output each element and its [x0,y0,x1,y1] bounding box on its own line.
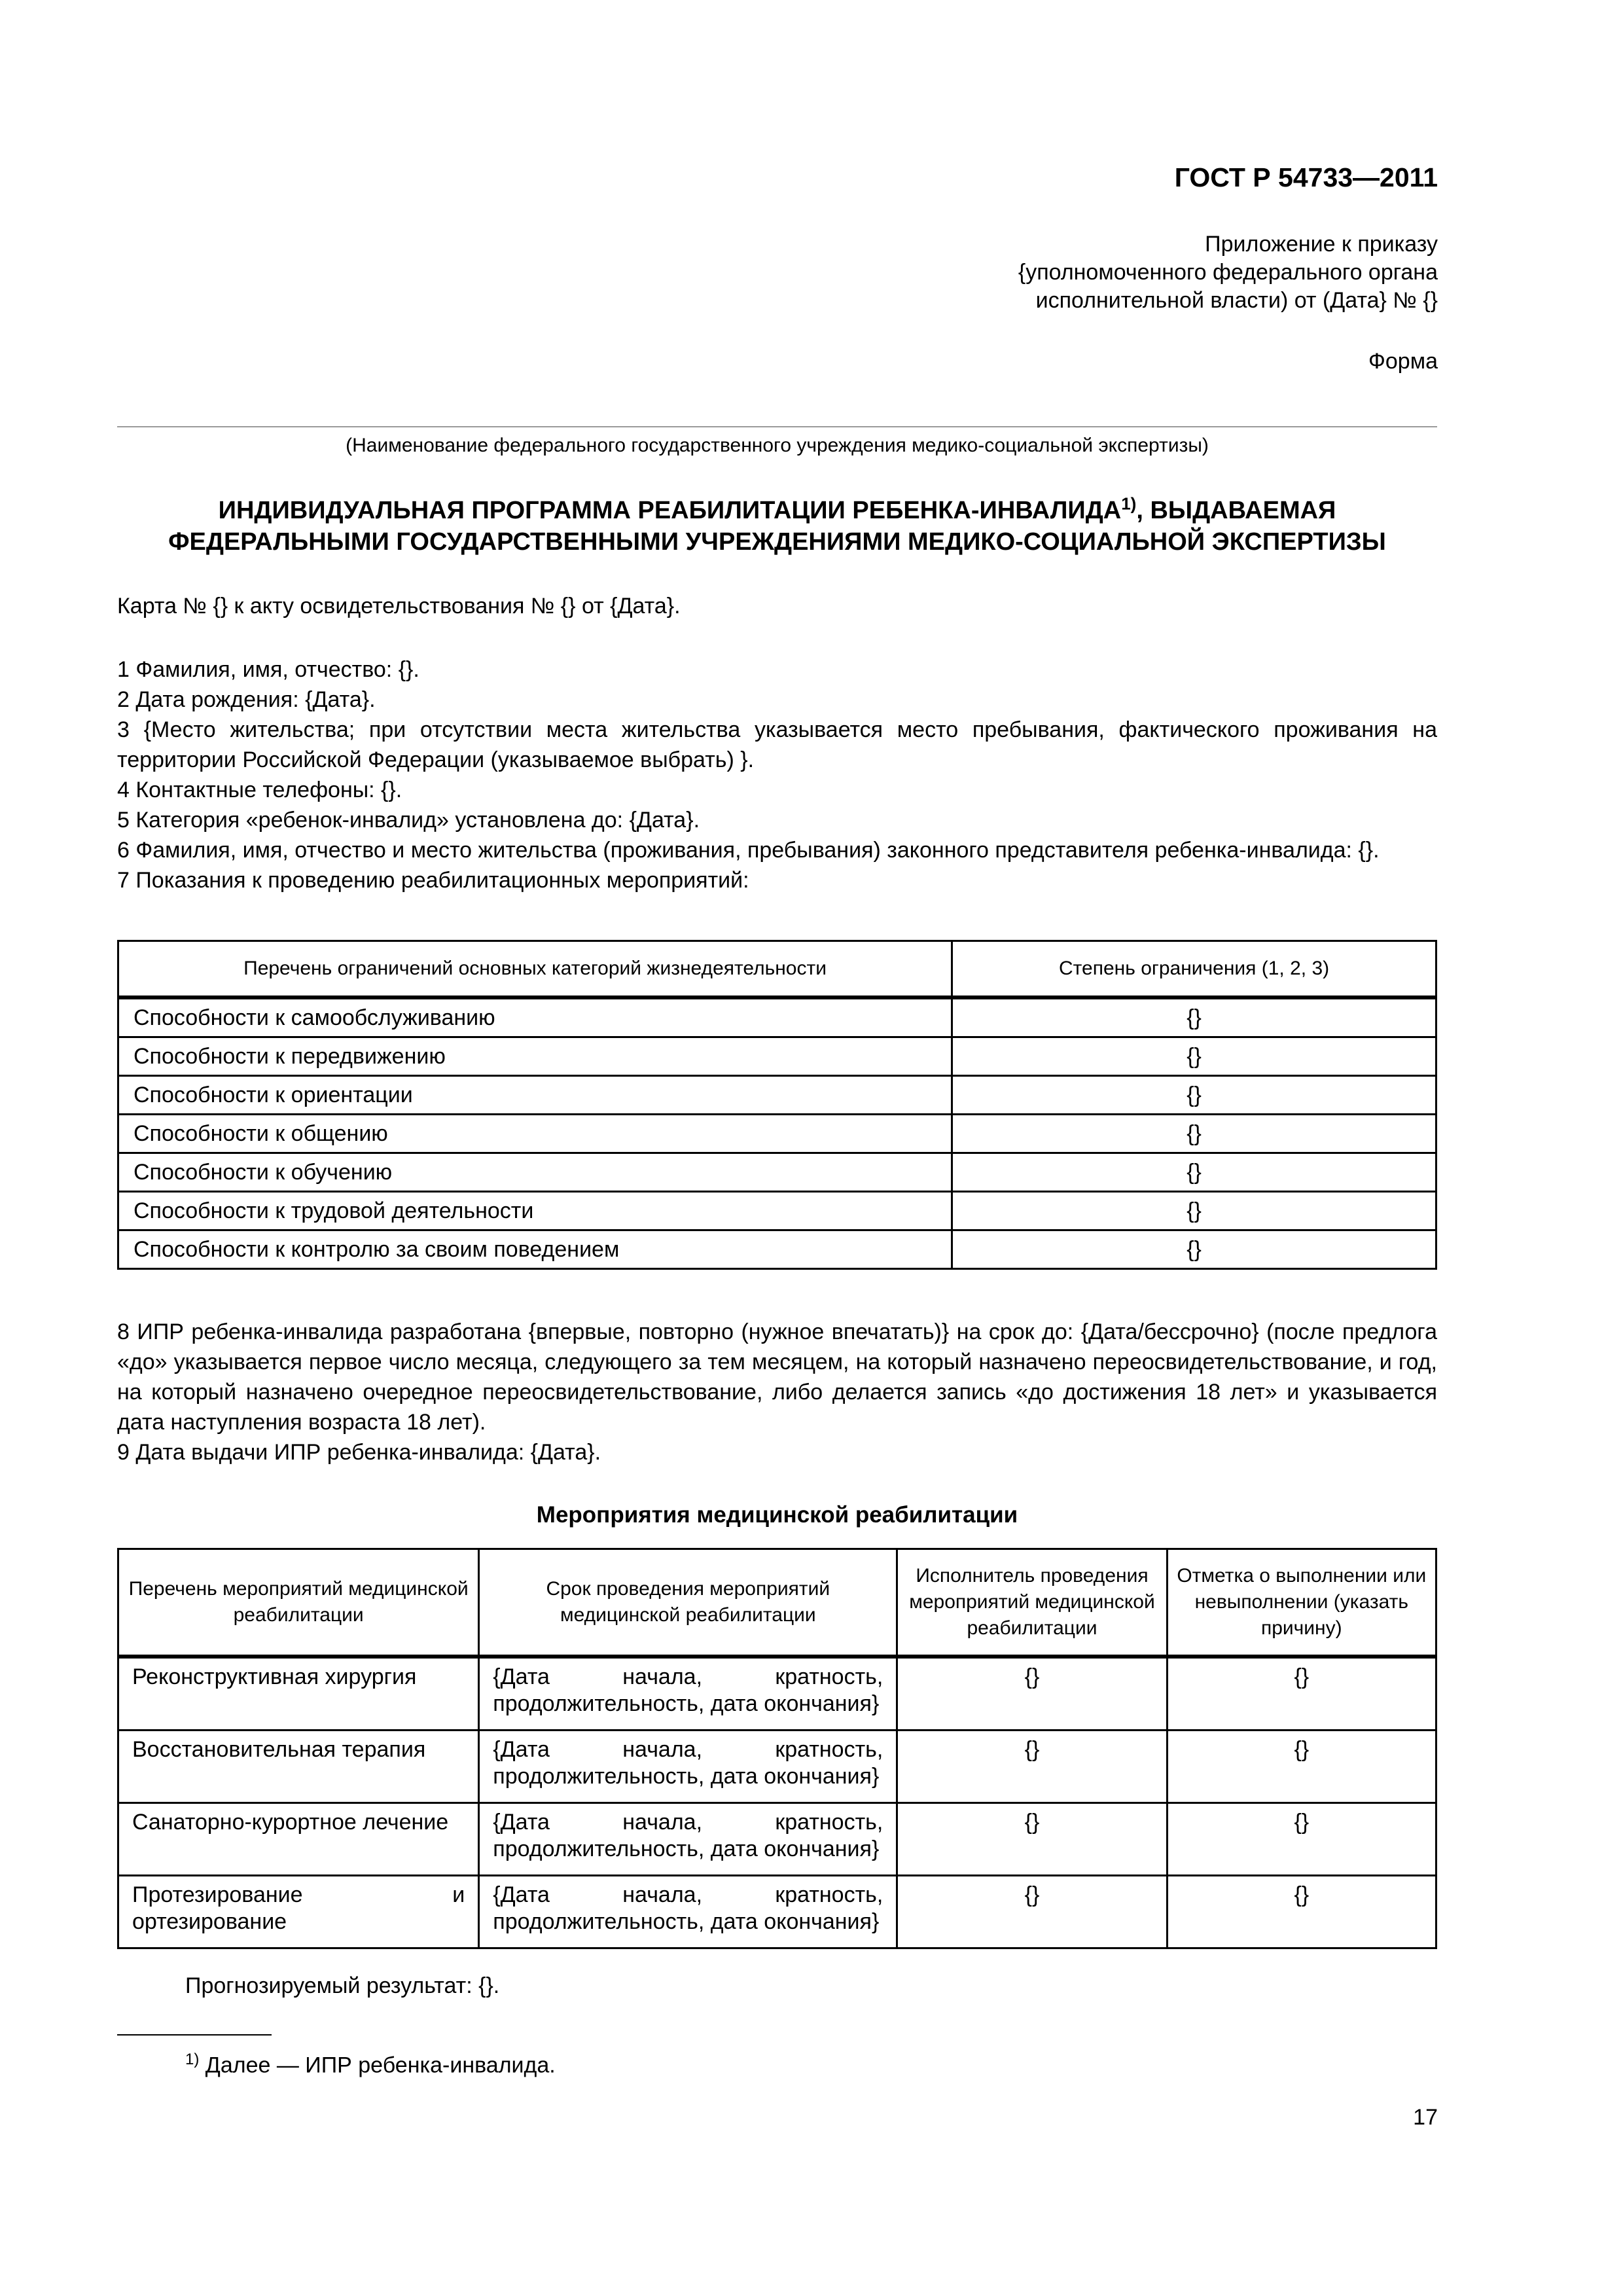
measure-mark: {} [1167,1731,1436,1803]
item-9: 9 Дата выдачи ИПР ребенка-инвалида: {Дата}. [117,1440,601,1465]
title-line-2: ФЕДЕРАЛЬНЫМИ ГОСУДАРСТВЕННЫМИ УЧРЕЖДЕНИЯМИ МЕДИКО-СОЦИАЛЬНОЙ ЭКСПЕРТИЗЫ [168,528,1386,556]
column-header: Перечень мероприятий медицинской реабилитации [118,1549,479,1657]
medical-rehabilitation-table [117,1548,1437,1949]
limitation-degree: {} [952,1115,1436,1153]
page-number: 17 [1413,2105,1438,2130]
item-1: 1 Фамилия, имя, отчество: {}. [117,657,419,682]
limitation-degree: {} [952,997,1436,1037]
annex-line: {уполномоченного федерального органа [1018,260,1438,285]
document-number: ГОСТ Р 54733—2011 [1174,162,1438,192]
measure-term: {Дата начала, кратность, продолжительность, дата окончания} [479,1803,897,1876]
footnote [185,2051,556,2078]
table-row [118,1803,1436,1876]
numbered-items [117,655,1437,895]
measure-executor: {} [897,1731,1167,1803]
measure-term: {Дата начала, кратность, продолжительность, дата окончания} [479,1657,897,1731]
institution-line [117,426,1437,427]
table-row [118,1657,1436,1731]
item-3: 3 {Место жительства; при отсутствии места жительства указывается место пребывания, фактического проживания на территории Российской Федерации (указываемое выбрать) }. [117,717,1437,772]
limitation-degree: {} [952,1230,1436,1269]
table-row [118,1115,1436,1153]
document-title [117,495,1437,558]
limitation-category: Способности к ориентации [118,1076,952,1115]
table-header-row [118,1549,1436,1657]
limitation-degree: {} [952,1037,1436,1076]
annex-note [1018,230,1438,315]
measure-name: Санаторно-курортное лечение [118,1803,479,1876]
institution-caption: (Наименование федерального государственного учреждения медико-социальной экспертизы) [346,435,1209,456]
item-6: 6 Фамилия, имя, отчество и место жительства (проживания, пребывания) законного представителя ребенка-инвалида: {}. [117,838,1380,863]
measure-name: Восстановительная терапия [118,1731,479,1803]
form-label: Форма [1368,349,1438,374]
annex-line: исполнительной власти) от (Дата} № {} [1035,288,1438,313]
measure-mark: {} [1167,1657,1436,1731]
annex-line: Приложение к приказу [1205,232,1438,257]
limitation-category: Способности к общению [118,1115,952,1153]
limitation-degree: {} [952,1192,1436,1230]
card-line: Карта № {} к акту освидетельствования № {} от {Дата}. [117,594,681,619]
measure-executor: {} [897,1803,1167,1876]
table-row [118,1192,1436,1230]
table-row [118,997,1436,1037]
measure-term: {Дата начала, кратность, продолжительность, дата окончания} [479,1876,897,1948]
column-header: Срок проведения мероприятий медицинской реабилитации [479,1549,897,1657]
forecast-line: Прогнозируемый результат: {}. [185,1973,500,1998]
limitations-table [117,940,1437,1270]
medical-section-heading: Мероприятия медицинской реабилитации [536,1502,1018,1528]
item-2: 2 Дата рождения: {Дата}. [117,687,376,712]
limitation-category: Способности к контролю за своим поведением [118,1230,952,1269]
measure-executor: {} [897,1657,1167,1731]
limitation-degree: {} [952,1076,1436,1115]
limitation-degree: {} [952,1153,1436,1192]
table-header-row [118,941,1436,998]
measure-name: Реконструктивная хирургия [118,1657,479,1731]
footnote-text: Далее — ИПР ребенка-инвалида. [199,2053,556,2078]
item-8: 8 ИПР ребенка-инвалида разработана {впервые, повторно (нужное впечатать)} на срок до: {Дата/бессрочно} (после предлога «до» указывается первое число месяца, следующего за тем месяцем, на который назначено переосвидетельствование, и год, на который назначено очередное переосвидетельствование, либо делается запись «до достижения 18 лет» и указывается дата наступления возраста 18 лет). [117,1319,1437,1435]
item-4: 4 Контактные телефоны: {}. [117,778,402,802]
limitation-category: Способности к трудовой деятельности [118,1192,952,1230]
table-row [118,1037,1436,1076]
table-row [118,1230,1436,1269]
column-header: Степень ограничения (1, 2, 3) [952,941,1436,998]
limitation-category: Способности к самообслуживанию [118,997,952,1037]
table-row [118,1076,1436,1115]
item-7: 7 Показания к проведению реабилитационных мероприятий: [117,868,749,893]
footnote-separator [117,2034,272,2036]
measure-executor: {} [897,1876,1167,1948]
footnote-reference: 1) [1121,493,1137,514]
column-header: Перечень ограничений основных категорий жизнедеятельности [118,941,952,998]
limitation-category: Способности к передвижению [118,1037,952,1076]
measure-mark: {} [1167,1876,1436,1948]
column-header: Исполнитель проведения мероприятий медицинской реабилитации [897,1549,1167,1657]
table-row [118,1731,1436,1803]
title-line-1: ИНДИВИДУАЛЬНАЯ ПРОГРАММА РЕАБИЛИТАЦИИ РЕБЕНКА-ИНВАЛИДА$^{1)}$, ВЫДАВАЕМАЯ [218,493,1336,524]
column-header: Отметка о выполнении или невыполнении (указать причину) [1167,1549,1436,1657]
measure-term: {Дата начала, кратность, продолжительность, дата окончания} [479,1731,897,1803]
table-row [118,1876,1436,1948]
table-row [118,1153,1436,1192]
measure-mark: {} [1167,1803,1436,1876]
limitation-category: Способности к обучению [118,1153,952,1192]
item-5: 5 Категория «ребенок-инвалид» установлена до: {Дата}. [117,808,700,833]
footnote-mark: 1) [185,2051,200,2068]
measure-name: Протезирование и ортезирование [118,1876,479,1948]
items-8-9 [117,1317,1437,1467]
